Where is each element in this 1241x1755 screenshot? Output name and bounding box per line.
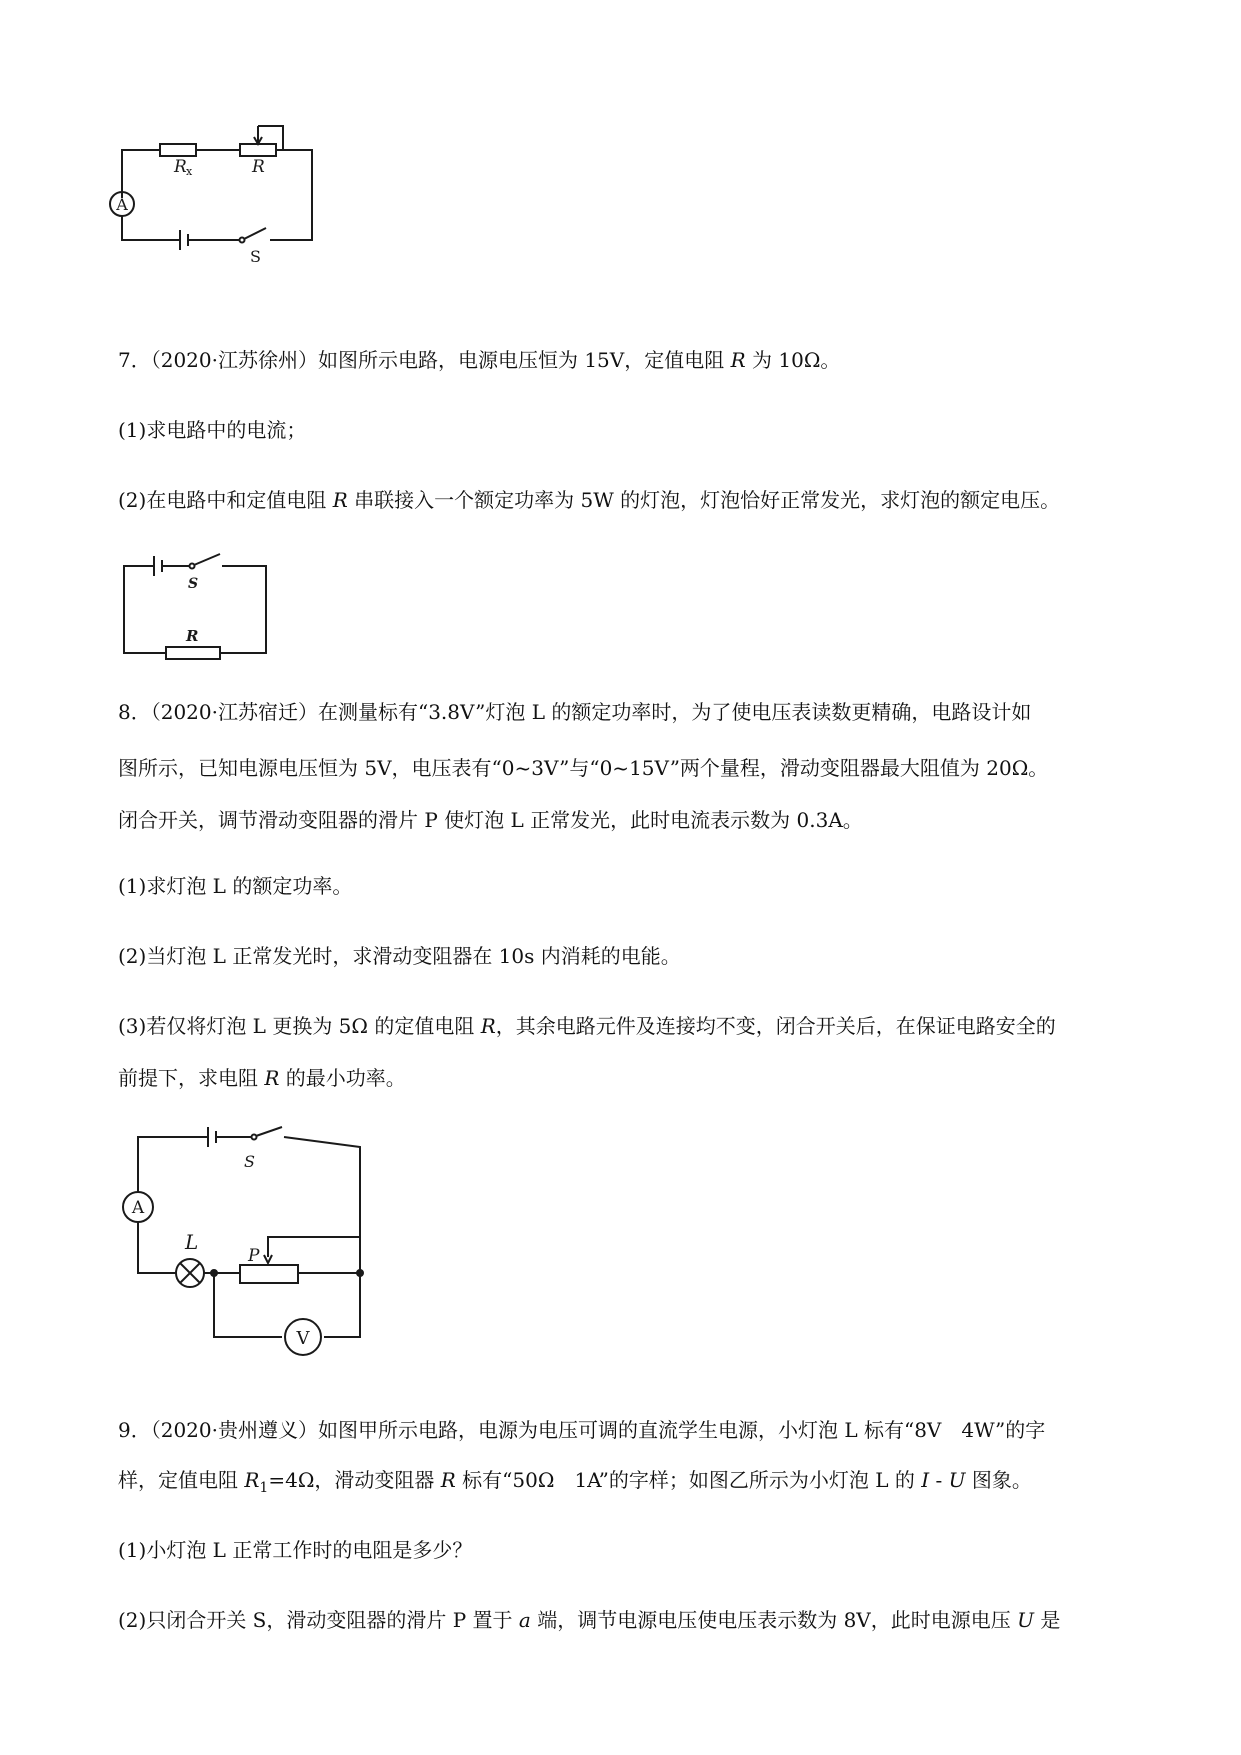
wire [270,150,312,240]
q7-part2 [118,488,1060,512]
q8-stem-line2: 图所示，已知电源电压恒为 5V，电压表有“0~3V”与“0~15V”两个量程，滑动变阻器最大阻值为 20Ω。 [118,756,1049,780]
var-a: a [518,1608,531,1632]
q7-part1: (1)求电路中的电流； [118,418,307,442]
resistor-label: R [186,627,199,645]
q7-part2-text-end: 串联接入一个额定功率为 5W 的灯泡，灯泡恰好正常发光，求灯泡的额定电压。 [347,488,1061,512]
var-r: R [730,348,746,372]
wire [138,1137,208,1193]
wire [122,150,160,198]
slider-label: P [248,1246,260,1266]
junction [211,1270,217,1276]
q8-part3-text-end: ，其余电路元件及连接均不变，闭合开关后，在保证电路安全的 [495,1014,1056,1038]
rheostat [240,1265,298,1283]
q7-stem [118,348,840,372]
ammeter-label: A [116,195,128,214]
var-r: R [332,488,348,512]
var-u: U [1017,1608,1034,1632]
q7-stem-text: 7．（2020·江苏徐州）如图所示电路，电源电压恒为 15V，定值电阻 [118,348,731,372]
q9-part1: (1)小灯泡 L 正常工作时的电阻是多少？ [118,1538,473,1562]
switch-label: S [250,247,261,266]
q9-part2-text: (2)只闭合开关 S，滑动变阻器的滑片 P 置于 [118,1608,519,1632]
rx-label: R [174,157,187,177]
switch-blade [244,228,266,239]
resistor-rx [160,144,196,156]
circuit-figure-3 [110,1125,380,1349]
switch-label: S [244,1152,255,1171]
switch-blade [256,1127,282,1136]
var-u: U [948,1468,966,1492]
dash: - [929,1468,949,1492]
ammeter-label: A [131,1198,145,1218]
q9-text: 样，定值电阻 [118,1468,245,1492]
wire [138,1222,176,1273]
var-r1: R [244,1468,260,1492]
var-r: R [440,1468,456,1492]
q8-part2: (2)当灯泡 L 正常发光时，求滑动变阻器在 10s 内消耗的电能。 [118,944,681,968]
resistor [166,647,220,659]
lamp-label: L [185,1230,199,1254]
var-r: R [264,1066,280,1090]
q9-part2-text-mid: 端，调节电源电压使电压表示数为 8V，此时电源电压 [530,1608,1018,1632]
wire [122,216,180,240]
rx-subscript: x [186,165,193,178]
q8-part3-line2 [118,1066,406,1090]
var-r: R [480,1014,496,1038]
q8-part3-text: (3)若仅将灯泡 L 更换为 5Ω 的定值电阻 [118,1014,481,1038]
q9-part2-text-end: 是 [1033,1608,1061,1632]
q9-text-post: 标有“50Ω 1A”的字样；如图乙所示为小灯泡 L 的 [455,1468,922,1492]
switch-blade [194,554,220,565]
q9-stem-line2 [118,1468,1032,1500]
q9-part2 [118,1608,1060,1632]
q8-part3-line2-end: 的最小功率。 [279,1066,406,1090]
circuit-figure-1 [100,120,340,270]
q8-part3-line1 [118,1014,1056,1038]
r-label: R [252,157,265,177]
q8-part3-line2-text: 前提下，求电阻 [118,1066,265,1090]
wire [124,566,166,653]
slider-wire [268,1237,360,1257]
wire [220,566,266,653]
q8-part1: (1)求灯泡 L 的额定功率。 [118,874,353,898]
q8-stem-line1: 8．（2020·江苏宿迁）在测量标有“3.8V”灯泡 L 的额定功率时，为了使电压表读数更精确，电路设计如 [118,700,1032,724]
switch-label: S [188,576,199,592]
voltmeter-label: V [296,1328,310,1349]
q9-text-end: 图象。 [965,1468,1032,1492]
q7-part2-text: (2)在电路中和定值电阻 [118,488,333,512]
q7-stem-text-end: 为 10Ω。 [745,348,841,372]
q9-stem-line1: 9．（2020·贵州遵义）如图甲所示电路，电源为电压可调的直流学生电源，小灯泡 L 标有“8V 4W”的字 [118,1418,1046,1442]
var-i: I [921,1468,930,1492]
circuit-figure-2 [108,548,278,658]
junction [357,1270,363,1276]
var-r1-subscript: 1 [259,1480,269,1496]
q8-stem-line3: 闭合开关，调节滑动变阻器的滑片 P 使灯泡 L 正常发光，此时电流表示数为 0.3A。 [118,808,863,832]
q9-text-mid: =4Ω，滑动变阻器 [268,1468,441,1492]
